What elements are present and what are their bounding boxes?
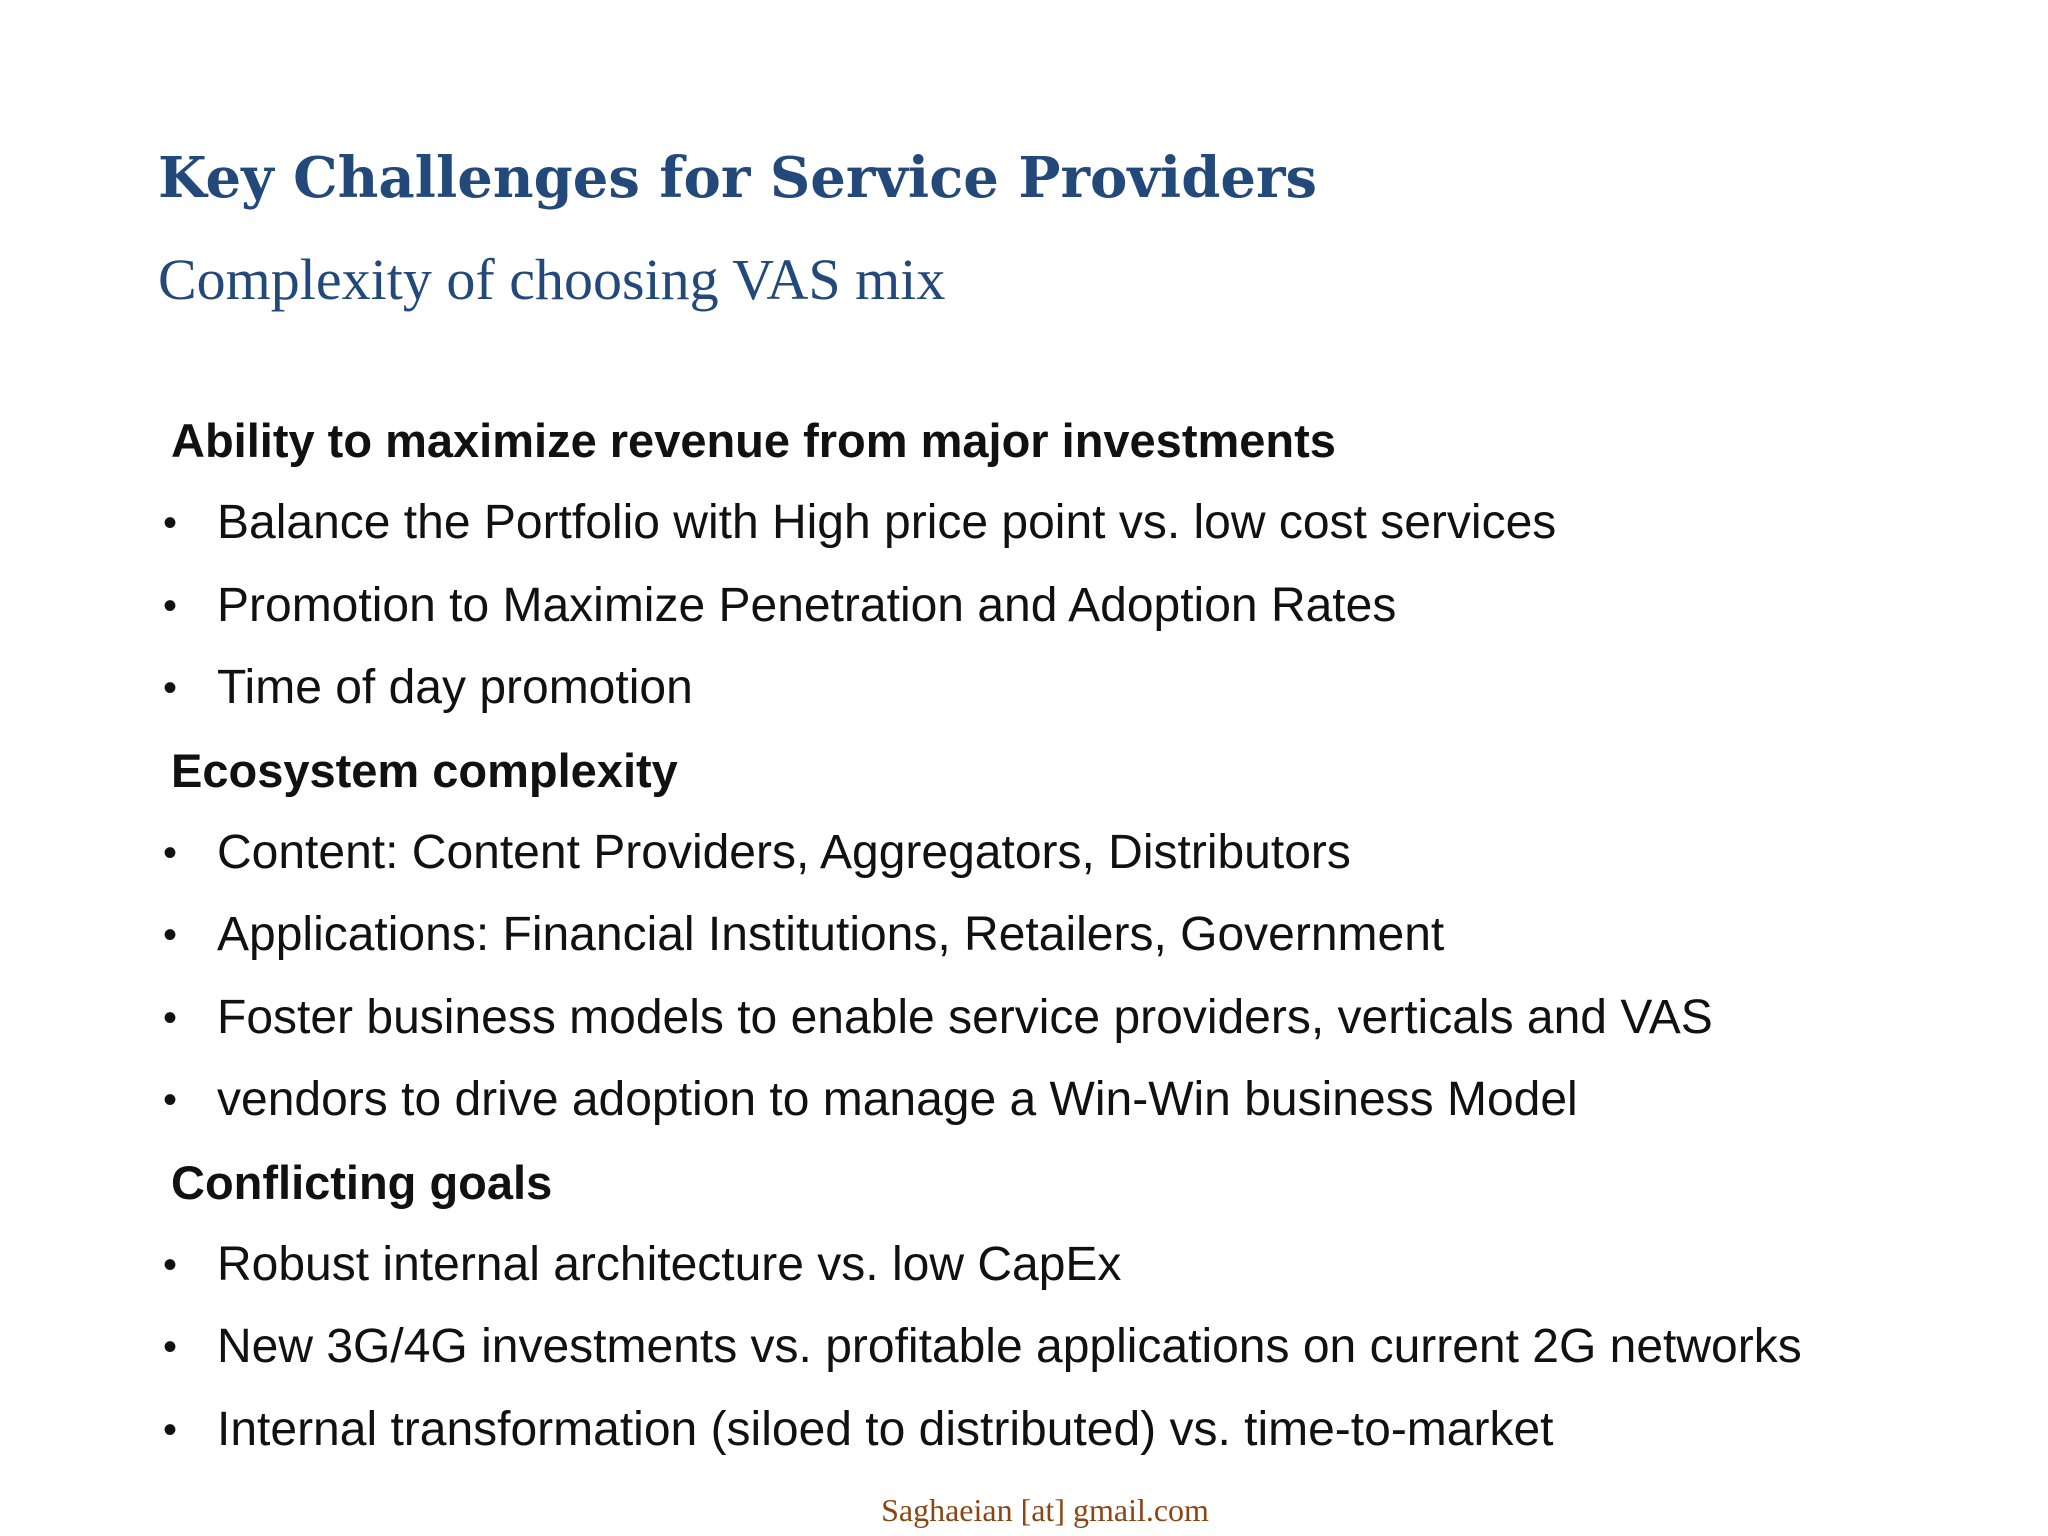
bullet-text: Applications: Financial Institutions, Retailers, Government [217,908,1445,961]
bullet-item [158,977,2028,1060]
bullet-icon: • [162,666,177,710]
bullet-item [158,1059,2028,1142]
bullet-text: Robust internal architecture vs. low CapEx [217,1237,1122,1291]
footer-contact: Saghaeian [at] gmail.com [881,1492,1209,1528]
bullet-list [158,812,2028,1142]
bullet-text: vendors to drive adoption to manage a Win-Win business Model [217,1073,1578,1126]
bullet-icon: • [162,1325,177,1369]
bullet-item [158,1224,2028,1307]
bullet-list [158,1224,2028,1472]
section-heading: Ability to maximize revenue from major investments [171,414,1336,467]
bullet-icon: • [162,501,177,545]
section-ecosystem [158,730,2028,1142]
section-heading: Ecosystem complexity [171,743,678,797]
bullet-item [158,647,2028,730]
bullet-text: Balance the Portfolio with High price point vs. low cost services [217,496,1557,549]
bullet-text: New 3G/4G investments vs. profitable applications on current 2G networks [217,1320,1802,1373]
section-heading: Conflicting goals [171,1155,553,1209]
bullet-icon: • [162,913,177,957]
bullet-icon: • [162,583,177,628]
bullet-text: Promotion to Maximize Penetration and Adoption Rates [217,578,1397,632]
slide-title: Key Challenges for Service Providers [158,145,1318,211]
bullet-item [158,565,2028,648]
bullet-icon: • [162,1407,177,1452]
slide-subtitle: Complexity of choosing VAS mix [158,247,946,312]
bullet-icon: • [162,995,177,1040]
bullet-icon: • [162,1242,177,1287]
bullet-item [158,894,2028,977]
bullet-text: Internal transformation (siloed to distributed) vs. time-to-market [217,1402,1554,1456]
section-revenue [158,400,2028,730]
bullet-text: Content: Content Providers, Aggregators, Distributors [217,825,1351,879]
bullet-list [158,482,2028,730]
bullet-icon: • [162,1078,177,1122]
bullet-item [158,482,2028,565]
bullet-item [158,1306,2028,1389]
bullet-text: Foster business models to enable service providers, verticals and VAS [217,990,1713,1044]
section-conflicting-goals [158,1142,2028,1472]
bullet-item [158,1389,2028,1472]
slide-content [158,400,2028,1471]
bullet-text: Time of day promotion [217,661,693,714]
bullet-item [158,812,2028,895]
bullet-icon: • [162,830,177,875]
